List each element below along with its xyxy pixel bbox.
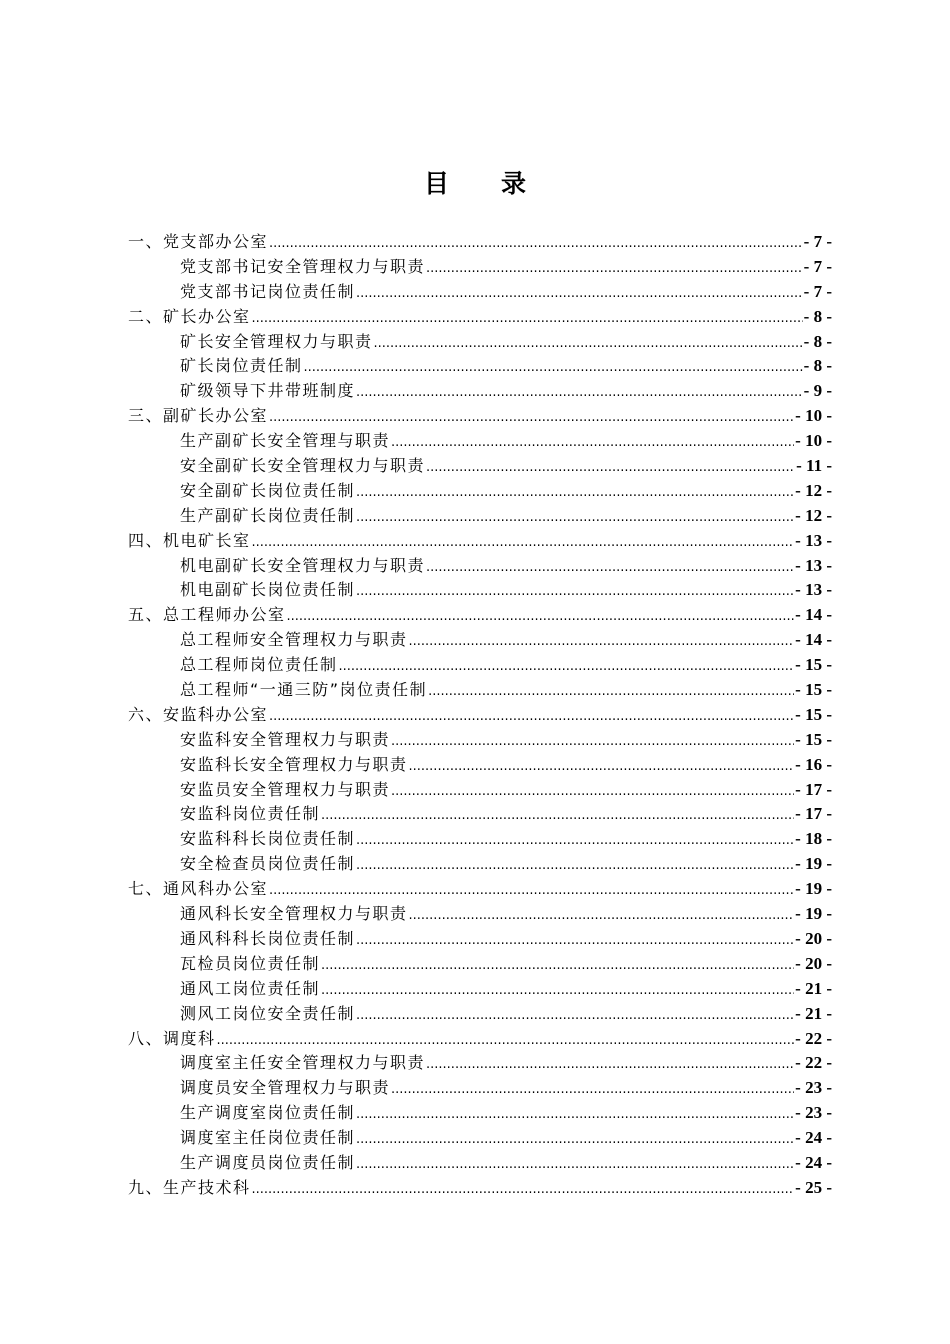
toc-entry[interactable]: [128, 354, 832, 379]
dot-leader: [391, 1078, 794, 1103]
toc-entry-label: 安监员安全管理权力与职责: [180, 779, 391, 799]
toc-entry-page-number: - 13 -: [795, 555, 832, 575]
toc-entry[interactable]: [128, 1027, 832, 1052]
toc-entry-page-number: - 20 -: [795, 928, 832, 948]
toc-entry[interactable]: [128, 952, 832, 977]
dot-leader: [304, 356, 803, 381]
toc-entry-label: 六、安监科办公室: [128, 704, 269, 724]
toc-entry-page-number: - 10 -: [795, 431, 832, 451]
toc-entry-label: 生产副矿长岗位责任制: [180, 505, 356, 525]
toc-entry[interactable]: [128, 977, 832, 1002]
toc-entry[interactable]: [128, 1076, 832, 1101]
dot-leader: [321, 954, 794, 979]
toc-entry-label: 机电副矿长岗位责任制: [180, 580, 356, 600]
toc-entry-label: 九、生产技术科: [128, 1177, 251, 1197]
dot-leader: [374, 332, 803, 357]
toc-entry[interactable]: [128, 802, 832, 827]
toc-entry[interactable]: [128, 529, 832, 554]
title-char-2: 录: [501, 169, 527, 198]
toc-entry[interactable]: [128, 877, 832, 902]
toc-entry[interactable]: [128, 230, 832, 255]
toc-entry-page-number: - 16 -: [795, 754, 832, 774]
toc-entry-label: 安监科安全管理权力与职责: [180, 729, 391, 749]
dot-leader: [426, 257, 803, 282]
toc-entry-label: 通风科长安全管理权力与职责: [180, 904, 408, 924]
toc-entry-page-number: - 17 -: [795, 804, 832, 824]
toc-entry-page-number: - 14 -: [795, 630, 832, 650]
toc-entry[interactable]: [128, 678, 832, 703]
toc-entry-page-number: - 15 -: [795, 704, 832, 724]
toc-entry-label: 调度室主任安全管理权力与职责: [180, 1053, 426, 1073]
toc-entry-label: 安监科长安全管理权力与职责: [180, 754, 408, 774]
page-title: [0, 164, 950, 200]
dot-leader: [287, 605, 795, 630]
toc-entry-page-number: - 21 -: [795, 1003, 832, 1023]
toc-entry-page-number: - 8 -: [803, 306, 832, 326]
toc-entry[interactable]: [128, 852, 832, 877]
toc-entry-page-number: - 19 -: [795, 879, 832, 899]
toc-entry-label: 七、通风科办公室: [128, 879, 269, 899]
toc-entry-page-number: - 7 -: [803, 256, 832, 276]
toc-entry-page-number: - 12 -: [795, 505, 832, 525]
toc-entry-page-number: - 23 -: [795, 1078, 832, 1098]
toc-entry-label: 测风工岗位安全责任制: [180, 1003, 356, 1023]
toc-entry-page-number: - 22 -: [795, 1028, 832, 1048]
toc-entry-label: 总工程师岗位责任制: [180, 655, 338, 675]
dot-leader: [252, 1178, 795, 1203]
toc-entry[interactable]: [128, 429, 832, 454]
toc-entry-page-number: - 19 -: [795, 854, 832, 874]
toc-entry-page-number: - 8 -: [803, 331, 832, 351]
toc-entry-page-number: - 13 -: [795, 530, 832, 550]
toc-entry[interactable]: [128, 1176, 832, 1201]
dot-leader: [391, 780, 794, 805]
toc-entry-page-number: - 18 -: [795, 829, 832, 849]
dot-leader: [269, 705, 794, 730]
toc-entry[interactable]: [128, 728, 832, 753]
toc-entry-label: 四、机电矿长室: [128, 530, 251, 550]
toc-entry-label: 矿级领导下井带班制度: [180, 381, 356, 401]
dot-leader: [356, 381, 803, 406]
dot-leader: [426, 1053, 794, 1078]
dot-leader: [356, 829, 794, 854]
toc-entry-label: 五、总工程师办公室: [128, 605, 286, 625]
toc-entry-label: 安全副矿长安全管理权力与职责: [180, 456, 426, 476]
toc-entry-label: 生产调度室岗位责任制: [180, 1103, 356, 1123]
toc-entry-label: 安监科岗位责任制: [180, 804, 321, 824]
toc-entry-page-number: - 21 -: [795, 978, 832, 998]
toc-entry[interactable]: [128, 628, 832, 653]
toc-entry-label: 机电副矿长安全管理权力与职责: [180, 555, 426, 575]
toc-entry-page-number: - 24 -: [795, 1128, 832, 1148]
toc-entry-page-number: - 17 -: [795, 779, 832, 799]
toc-entry[interactable]: [128, 504, 832, 529]
toc-entry[interactable]: [128, 1126, 832, 1151]
toc-entry-page-number: - 23 -: [795, 1103, 832, 1123]
toc-entry-label: 安监科科长岗位责任制: [180, 829, 356, 849]
dot-leader: [426, 456, 795, 481]
dot-leader: [428, 680, 794, 705]
toc-entry[interactable]: [128, 603, 832, 628]
toc-entry-page-number: - 15 -: [795, 729, 832, 749]
toc-entry-page-number: - 14 -: [795, 605, 832, 625]
toc-entry-label: 矿长安全管理权力与职责: [180, 331, 373, 351]
dot-leader: [409, 630, 795, 655]
toc-entry-label: 通风工岗位责任制: [180, 978, 321, 998]
toc-entry[interactable]: [128, 902, 832, 927]
toc-entry[interactable]: [128, 454, 832, 479]
dot-leader: [252, 307, 803, 332]
dot-leader: [339, 655, 795, 680]
toc-entry-page-number: - 15 -: [795, 655, 832, 675]
toc-entry-page-number: - 22 -: [795, 1053, 832, 1073]
toc-entry-label: 矿长岗位责任制: [180, 356, 303, 376]
toc-entry-label: 生产副矿长安全管理与职责: [180, 431, 391, 451]
dot-leader: [217, 1029, 795, 1054]
toc-entry-label: 安全副矿长岗位责任制: [180, 480, 356, 500]
toc-entry[interactable]: [128, 753, 832, 778]
toc-entry[interactable]: [128, 305, 832, 330]
toc-entry[interactable]: [128, 255, 832, 280]
toc-entry[interactable]: [128, 479, 832, 504]
toc-entry-page-number: - 20 -: [795, 953, 832, 973]
toc-entry[interactable]: [128, 280, 832, 305]
toc-entry-label: 通风科科长岗位责任制: [180, 928, 356, 948]
toc-entry-page-number: - 24 -: [795, 1152, 832, 1172]
toc-entry[interactable]: [128, 578, 832, 603]
toc-entry[interactable]: [128, 1101, 832, 1126]
dot-leader: [269, 406, 794, 431]
toc-entry-page-number: - 19 -: [795, 904, 832, 924]
dot-leader: [409, 755, 795, 780]
dot-leader: [269, 232, 803, 257]
toc-entry-page-number: - 15 -: [795, 680, 832, 700]
toc-entry-label: 调度员安全管理权力与职责: [180, 1078, 391, 1098]
toc-entry-label: 安全检查员岗位责任制: [180, 854, 356, 874]
table-of-contents: [128, 230, 832, 1201]
toc-entry-label: 八、调度科: [128, 1028, 216, 1048]
dot-leader: [356, 1004, 794, 1029]
toc-entry-page-number: - 25 -: [795, 1177, 832, 1197]
toc-entry-page-number: - 7 -: [803, 232, 832, 251]
toc-entry[interactable]: [128, 404, 832, 429]
toc-entry-label: 总工程师“一通三防”岗位责任制: [180, 680, 428, 700]
dot-leader: [321, 979, 794, 1004]
toc-entry[interactable]: [128, 379, 832, 404]
toc-entry-page-number: - 13 -: [795, 580, 832, 600]
dot-leader: [356, 481, 794, 506]
toc-entry[interactable]: [128, 927, 832, 952]
dot-leader: [391, 730, 794, 755]
dot-leader: [252, 531, 795, 556]
dot-leader: [391, 431, 794, 456]
dot-leader: [321, 804, 794, 829]
toc-entry[interactable]: [128, 1051, 832, 1076]
toc-entry-label: 瓦检员岗位责任制: [180, 953, 321, 973]
toc-entry-label: 调度室主任岗位责任制: [180, 1128, 356, 1148]
toc-entry[interactable]: [128, 1151, 832, 1176]
toc-entry-page-number: - 7 -: [803, 281, 832, 301]
dot-leader: [356, 1128, 794, 1153]
toc-entry[interactable]: [128, 827, 832, 852]
toc-entry-label: 三、副矿长办公室: [128, 406, 269, 426]
dot-leader: [409, 904, 795, 929]
toc-entry-page-number: - 9 -: [803, 381, 832, 401]
toc-entry-page-number: - 8 -: [803, 356, 832, 376]
toc-entry[interactable]: [128, 703, 832, 728]
toc-entry-label: 生产调度员岗位责任制: [180, 1152, 356, 1172]
dot-leader: [356, 282, 803, 307]
toc-entry-label: 党支部书记安全管理权力与职责: [180, 256, 426, 276]
dot-leader: [269, 879, 794, 904]
dot-leader: [356, 506, 794, 531]
toc-entry[interactable]: [128, 330, 832, 355]
title-char-1: 目: [423, 169, 449, 198]
toc-entry[interactable]: [128, 653, 832, 678]
toc-entry[interactable]: [128, 554, 832, 579]
dot-leader: [426, 556, 794, 581]
toc-entry-label: 一、党支部办公室: [128, 232, 269, 251]
dot-leader: [356, 854, 794, 879]
dot-leader: [356, 1103, 794, 1128]
toc-entry-label: 党支部书记岗位责任制: [180, 281, 356, 301]
toc-entry-page-number: - 10 -: [795, 406, 832, 426]
toc-entry[interactable]: [128, 1002, 832, 1027]
toc-entry-page-number: - 11 -: [796, 456, 832, 476]
dot-leader: [356, 580, 794, 605]
dot-leader: [356, 929, 794, 954]
toc-entry-page-number: - 12 -: [795, 480, 832, 500]
toc-entry-label: 总工程师安全管理权力与职责: [180, 630, 408, 650]
dot-leader: [356, 1153, 794, 1178]
toc-entry[interactable]: [128, 778, 832, 803]
toc-entry-label: 二、矿长办公室: [128, 306, 251, 326]
